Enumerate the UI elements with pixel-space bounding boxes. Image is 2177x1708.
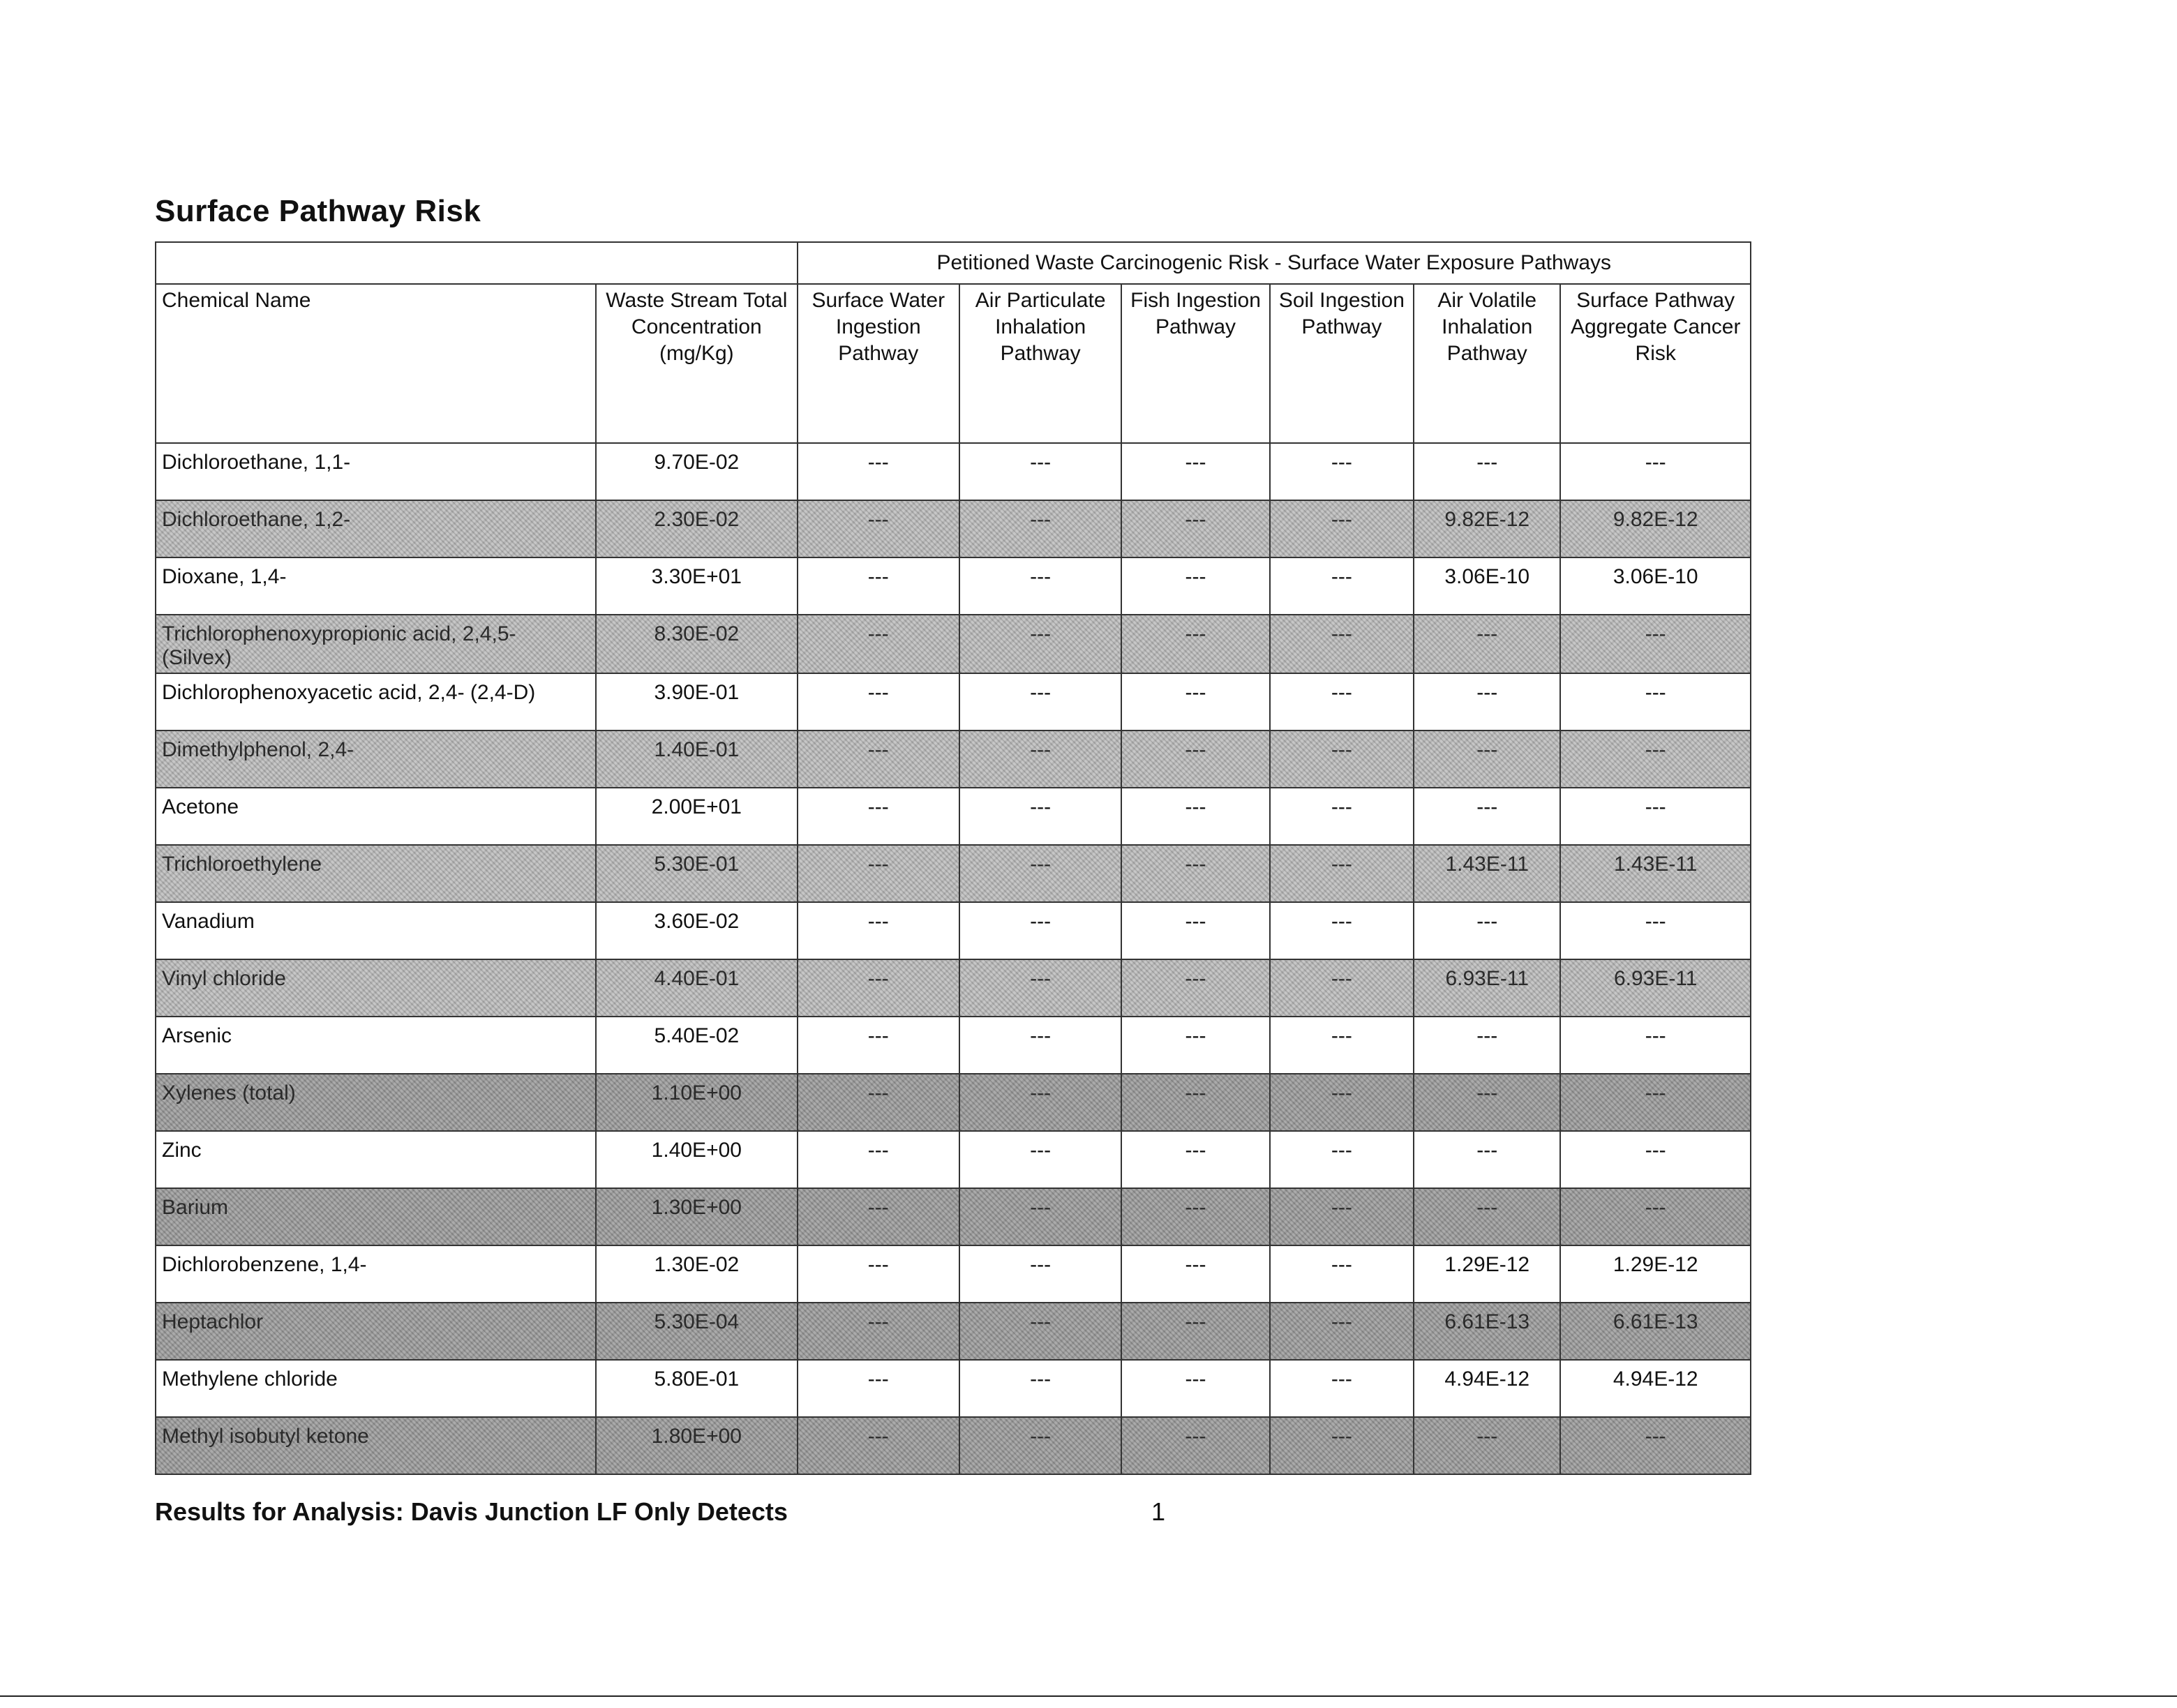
soil-cell: ---	[1270, 1074, 1414, 1131]
air-particulate-cell: ---	[959, 902, 1121, 959]
surface-pathway-risk-table	[155, 241, 1751, 1475]
aggregate-risk-cell: ---	[1560, 788, 1751, 845]
fish-cell: ---	[1121, 673, 1269, 731]
table-row	[156, 731, 1751, 788]
air-particulate-cell: ---	[959, 1303, 1121, 1360]
chemical-name-cell: Dioxane, 1,4-	[156, 557, 596, 615]
aggregate-risk-cell: 6.61E-13	[1560, 1303, 1751, 1360]
aggregate-risk-cell: ---	[1560, 1131, 1751, 1188]
aggregate-risk-cell: ---	[1560, 731, 1751, 788]
page-number: 1	[1151, 1497, 1166, 1526]
air-particulate-cell: ---	[959, 1360, 1121, 1417]
surface-water-cell: ---	[798, 1017, 959, 1074]
chemical-name-cell: Vinyl chloride	[156, 959, 596, 1017]
page-title: Surface Pathway Risk	[155, 194, 481, 228]
fish-cell: ---	[1121, 1074, 1269, 1131]
soil-cell: ---	[1270, 959, 1414, 1017]
soil-cell: ---	[1270, 673, 1414, 731]
chemical-name-cell: Methyl isobutyl ketone	[156, 1417, 596, 1474]
aggregate-risk-cell: 9.82E-12	[1560, 500, 1751, 557]
fish-cell: ---	[1121, 1360, 1269, 1417]
column-header-concentration: Waste Stream Total Concentration (mg/Kg)	[596, 284, 797, 443]
fish-cell: ---	[1121, 1417, 1269, 1474]
air-particulate-cell: ---	[959, 1074, 1121, 1131]
aggregate-risk-cell: ---	[1560, 443, 1751, 500]
surface-water-cell: ---	[798, 615, 959, 673]
fish-cell: ---	[1121, 788, 1269, 845]
group-header-row	[156, 242, 1751, 284]
air-particulate-cell: ---	[959, 1417, 1121, 1474]
concentration-cell: 1.80E+00	[596, 1417, 797, 1474]
surface-water-cell: ---	[798, 673, 959, 731]
soil-cell: ---	[1270, 788, 1414, 845]
surface-water-cell: ---	[798, 1360, 959, 1417]
chemical-name-cell: Dichlorobenzene, 1,4-	[156, 1245, 596, 1303]
surface-water-cell: ---	[798, 1303, 959, 1360]
table-row	[156, 1074, 1751, 1131]
concentration-cell: 3.30E+01	[596, 557, 797, 615]
table-row	[156, 1245, 1751, 1303]
fish-cell: ---	[1121, 845, 1269, 902]
air-particulate-cell: ---	[959, 731, 1121, 788]
fish-cell: ---	[1121, 902, 1269, 959]
table-body	[156, 443, 1751, 1474]
fish-cell: ---	[1121, 731, 1269, 788]
table-row	[156, 557, 1751, 615]
air-particulate-cell: ---	[959, 557, 1121, 615]
fish-cell: ---	[1121, 1245, 1269, 1303]
air-volatile-cell: 1.43E-11	[1414, 845, 1560, 902]
concentration-cell: 3.90E-01	[596, 673, 797, 731]
aggregate-risk-cell: ---	[1560, 1417, 1751, 1474]
air-volatile-cell: ---	[1414, 902, 1560, 959]
fish-cell: ---	[1121, 959, 1269, 1017]
surface-water-cell: ---	[798, 959, 959, 1017]
fish-cell: ---	[1121, 1131, 1269, 1188]
fish-cell: ---	[1121, 557, 1269, 615]
air-particulate-cell: ---	[959, 443, 1121, 500]
air-volatile-cell: 6.93E-11	[1414, 959, 1560, 1017]
chemical-name-cell: Arsenic	[156, 1017, 596, 1074]
concentration-cell: 5.30E-01	[596, 845, 797, 902]
concentration-cell: 1.30E-02	[596, 1245, 797, 1303]
aggregate-risk-cell: 3.06E-10	[1560, 557, 1751, 615]
aggregate-risk-cell: 1.43E-11	[1560, 845, 1751, 902]
surface-water-cell: ---	[798, 1417, 959, 1474]
column-header-air-particulate: Air Particulate Inhalation Pathway	[959, 284, 1121, 443]
soil-cell: ---	[1270, 500, 1414, 557]
surface-water-cell: ---	[798, 557, 959, 615]
table-row	[156, 1017, 1751, 1074]
concentration-cell: 1.30E+00	[596, 1188, 797, 1245]
chemical-name-cell: Trichlorophenoxypropionic acid, 2,4,5- (Silvex)	[156, 615, 596, 673]
soil-cell: ---	[1270, 1131, 1414, 1188]
soil-cell: ---	[1270, 1188, 1414, 1245]
air-volatile-cell: ---	[1414, 1017, 1560, 1074]
column-header-chemical-name: Chemical Name	[156, 284, 596, 443]
aggregate-risk-cell: ---	[1560, 1074, 1751, 1131]
table-row	[156, 845, 1751, 902]
concentration-cell: 1.40E+00	[596, 1131, 797, 1188]
aggregate-risk-cell: ---	[1560, 673, 1751, 731]
concentration-cell: 5.30E-04	[596, 1303, 797, 1360]
aggregate-risk-cell: ---	[1560, 1188, 1751, 1245]
table-row	[156, 1417, 1751, 1474]
soil-cell: ---	[1270, 443, 1414, 500]
column-header-air-volatile: Air Volatile Inhalation Pathway	[1414, 284, 1560, 443]
table-row	[156, 959, 1751, 1017]
surface-water-cell: ---	[798, 731, 959, 788]
soil-cell: ---	[1270, 1360, 1414, 1417]
surface-water-cell: ---	[798, 1074, 959, 1131]
fish-cell: ---	[1121, 1188, 1269, 1245]
air-volatile-cell: 3.06E-10	[1414, 557, 1560, 615]
group-header-label: Petitioned Waste Carcinogenic Risk - Surface Water Exposure Pathways	[798, 242, 1751, 284]
concentration-cell: 3.60E-02	[596, 902, 797, 959]
concentration-cell: 1.40E-01	[596, 731, 797, 788]
surface-water-cell: ---	[798, 845, 959, 902]
chemical-name-cell: Methylene chloride	[156, 1360, 596, 1417]
air-volatile-cell: ---	[1414, 731, 1560, 788]
fish-cell: ---	[1121, 500, 1269, 557]
soil-cell: ---	[1270, 615, 1414, 673]
concentration-cell: 2.30E-02	[596, 500, 797, 557]
chemical-name-cell: Dimethylphenol, 2,4-	[156, 731, 596, 788]
table-row	[156, 443, 1751, 500]
column-header-row	[156, 284, 1751, 443]
air-volatile-cell: ---	[1414, 1417, 1560, 1474]
concentration-cell: 9.70E-02	[596, 443, 797, 500]
air-particulate-cell: ---	[959, 673, 1121, 731]
column-header-fish: Fish Ingestion Pathway	[1121, 284, 1269, 443]
air-particulate-cell: ---	[959, 959, 1121, 1017]
chemical-name-cell: Acetone	[156, 788, 596, 845]
column-header-aggregate-risk: Surface Pathway Aggregate Cancer Risk	[1560, 284, 1751, 443]
surface-water-cell: ---	[798, 1188, 959, 1245]
column-header-soil: Soil Ingestion Pathway	[1270, 284, 1414, 443]
fish-cell: ---	[1121, 1017, 1269, 1074]
chemical-name-cell: Dichloroethane, 1,1-	[156, 443, 596, 500]
aggregate-risk-cell: ---	[1560, 902, 1751, 959]
table-row	[156, 1303, 1751, 1360]
concentration-cell: 5.80E-01	[596, 1360, 797, 1417]
surface-water-cell: ---	[798, 1131, 959, 1188]
soil-cell: ---	[1270, 902, 1414, 959]
soil-cell: ---	[1270, 845, 1414, 902]
bottom-rule	[0, 1695, 2177, 1697]
footer-text: Results for Analysis: Davis Junction LF Only Detects	[155, 1497, 788, 1526]
chemical-name-cell: Heptachlor	[156, 1303, 596, 1360]
air-particulate-cell: ---	[959, 845, 1121, 902]
soil-cell: ---	[1270, 1303, 1414, 1360]
concentration-cell: 8.30E-02	[596, 615, 797, 673]
surface-water-cell: ---	[798, 1245, 959, 1303]
concentration-cell: 2.00E+01	[596, 788, 797, 845]
surface-water-cell: ---	[798, 443, 959, 500]
chemical-name-cell: Vanadium	[156, 902, 596, 959]
surface-water-cell: ---	[798, 500, 959, 557]
air-particulate-cell: ---	[959, 500, 1121, 557]
soil-cell: ---	[1270, 1017, 1414, 1074]
chemical-name-cell: Trichloroethylene	[156, 845, 596, 902]
aggregate-risk-cell: 6.93E-11	[1560, 959, 1751, 1017]
soil-cell: ---	[1270, 1417, 1414, 1474]
fish-cell: ---	[1121, 443, 1269, 500]
concentration-cell: 5.40E-02	[596, 1017, 797, 1074]
air-volatile-cell: ---	[1414, 1074, 1560, 1131]
air-volatile-cell: ---	[1414, 788, 1560, 845]
soil-cell: ---	[1270, 557, 1414, 615]
fish-cell: ---	[1121, 1303, 1269, 1360]
aggregate-risk-cell: ---	[1560, 615, 1751, 673]
air-volatile-cell: ---	[1414, 673, 1560, 731]
chemical-name-cell: Barium	[156, 1188, 596, 1245]
soil-cell: ---	[1270, 1245, 1414, 1303]
air-particulate-cell: ---	[959, 788, 1121, 845]
air-particulate-cell: ---	[959, 615, 1121, 673]
air-volatile-cell: 1.29E-12	[1414, 1245, 1560, 1303]
concentration-cell: 4.40E-01	[596, 959, 797, 1017]
table-row	[156, 673, 1751, 731]
air-particulate-cell: ---	[959, 1017, 1121, 1074]
chemical-name-cell: Xylenes (total)	[156, 1074, 596, 1131]
air-particulate-cell: ---	[959, 1131, 1121, 1188]
air-volatile-cell: 9.82E-12	[1414, 500, 1560, 557]
column-header-surface-water: Surface Water Ingestion Pathway	[798, 284, 959, 443]
table-row	[156, 788, 1751, 845]
table-row	[156, 1188, 1751, 1245]
air-volatile-cell: 6.61E-13	[1414, 1303, 1560, 1360]
chemical-name-cell: Dichlorophenoxyacetic acid, 2,4- (2,4-D)	[156, 673, 596, 731]
air-volatile-cell: ---	[1414, 443, 1560, 500]
surface-water-cell: ---	[798, 902, 959, 959]
air-volatile-cell: ---	[1414, 1188, 1560, 1245]
aggregate-risk-cell: 4.94E-12	[1560, 1360, 1751, 1417]
air-volatile-cell: ---	[1414, 615, 1560, 673]
table-row	[156, 1360, 1751, 1417]
soil-cell: ---	[1270, 731, 1414, 788]
group-header-blank	[156, 242, 798, 284]
table-row	[156, 902, 1751, 959]
concentration-cell: 1.10E+00	[596, 1074, 797, 1131]
air-particulate-cell: ---	[959, 1245, 1121, 1303]
fish-cell: ---	[1121, 615, 1269, 673]
chemical-name-cell: Zinc	[156, 1131, 596, 1188]
air-particulate-cell: ---	[959, 1188, 1121, 1245]
surface-water-cell: ---	[798, 788, 959, 845]
chemical-name-cell: Dichloroethane, 1,2-	[156, 500, 596, 557]
table-row	[156, 1131, 1751, 1188]
aggregate-risk-cell: ---	[1560, 1017, 1751, 1074]
table-row	[156, 500, 1751, 557]
aggregate-risk-cell: 1.29E-12	[1560, 1245, 1751, 1303]
air-volatile-cell: 4.94E-12	[1414, 1360, 1560, 1417]
table-row	[156, 615, 1751, 673]
air-volatile-cell: ---	[1414, 1131, 1560, 1188]
